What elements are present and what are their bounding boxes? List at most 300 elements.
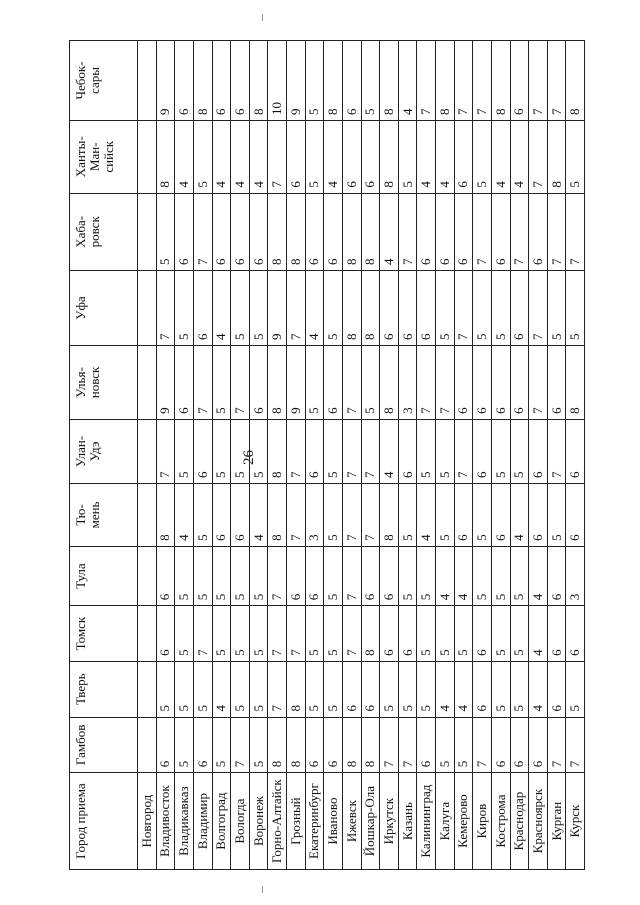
value-cell: 6 [473,606,492,662]
value-cell: 8 [547,120,566,193]
header-cell: Хаба- ровск [70,193,138,270]
value-cell: 5 [175,419,194,483]
value-cell: 8 [156,484,175,547]
value-cell: 5 [231,271,250,346]
value-cell: 4 [510,484,529,547]
city-cell: Курган [547,773,566,870]
value-cell [138,193,157,270]
value-cell: 5 [417,419,436,483]
value-cell: 8 [566,346,585,420]
value-cell: 6 [361,661,380,717]
value-cell: 7 [547,41,566,121]
value-cell: 4 [398,41,417,121]
header-cell: Тверь [70,661,138,717]
value-cell: 6 [510,271,529,346]
value-cell: 6 [491,717,510,773]
value-cell: 5 [175,717,194,773]
value-cell: 6 [454,346,473,420]
value-cell: 6 [361,120,380,193]
value-cell: 7 [268,120,287,193]
city-cell: Владимир [193,773,212,870]
value-cell: 6 [212,484,231,547]
value-cell: 4 [305,271,324,346]
value-cell: 6 [324,193,343,270]
value-cell: 7 [268,661,287,717]
value-cell: 10 [268,41,287,121]
table-header-row [70,41,138,870]
value-cell: 8 [268,193,287,270]
value-cell: 8 [361,271,380,346]
value-cell: 5 [398,546,417,605]
value-cell: 7 [398,717,417,773]
value-cell: 6 [193,271,212,346]
scan-mark-bottom [262,886,263,893]
city-cell: Йошкар-Ола [361,773,380,870]
value-cell: 5 [398,120,417,193]
table-row [324,41,343,870]
value-cell: 5 [249,419,268,483]
value-cell: 7 [436,346,455,420]
value-cell: 6 [212,193,231,270]
city-cell: Калуга [436,773,455,870]
table-body [138,41,585,870]
value-cell: 6 [361,546,380,605]
value-cell: 5 [510,606,529,662]
city-cell: Екатеринбург [305,773,324,870]
value-cell: 5 [175,606,194,662]
value-cell [138,419,157,483]
table-row [231,41,250,870]
value-cell: 7 [473,41,492,121]
value-cell: 5 [305,346,324,420]
value-cell: 6 [305,546,324,605]
value-cell: 5 [566,271,585,346]
value-cell: 7 [547,419,566,483]
value-cell: 5 [249,546,268,605]
value-cell: 5 [249,717,268,773]
value-cell: 7 [156,271,175,346]
value-cell: 5 [491,419,510,483]
value-cell: 5 [193,120,212,193]
table-row [193,41,212,870]
value-cell: 7 [287,271,306,346]
value-cell: 6 [529,419,548,483]
value-cell: 6 [380,546,399,605]
value-cell: 5 [491,546,510,605]
value-cell: 7 [529,271,548,346]
value-cell: 6 [249,346,268,420]
value-cell: 4 [324,120,343,193]
value-cell: 8 [287,193,306,270]
value-cell: 6 [566,419,585,483]
value-cell: 7 [566,717,585,773]
value-cell: 5 [436,419,455,483]
value-cell: 7 [287,419,306,483]
value-cell: 6 [529,193,548,270]
value-cell: 5 [231,661,250,717]
value-cell: 5 [510,661,529,717]
value-cell: 6 [324,346,343,420]
value-cell: 5 [417,606,436,662]
value-cell: 7 [454,271,473,346]
value-cell: 4 [249,120,268,193]
value-cell: 5 [380,661,399,717]
value-cell: 6 [380,606,399,662]
header-cell: Улан- Удэ [70,419,138,483]
header-cell: Тю- мень [70,484,138,547]
value-cell: 8 [268,346,287,420]
value-cell: 5 [324,484,343,547]
value-cell: 6 [342,41,361,121]
value-cell [138,120,157,193]
value-cell [138,346,157,420]
header-cell: Гамбов [70,717,138,773]
value-cell: 6 [491,193,510,270]
value-cell: 7 [454,419,473,483]
table-row [287,41,306,870]
city-cell: Иркутск [380,773,399,870]
value-cell: 5 [547,271,566,346]
value-cell: 6 [529,717,548,773]
city-cell: Казань [398,773,417,870]
value-cell [138,717,157,773]
value-cell: 6 [342,661,361,717]
value-cell: 7 [231,717,250,773]
value-cell: 4 [175,484,194,547]
value-cell: 4 [436,661,455,717]
value-cell: 5 [249,606,268,662]
header-cell: Чебок- сары [70,41,138,121]
value-cell: 5 [361,41,380,121]
value-cell: 4 [249,484,268,547]
city-cell: Грозный [287,773,306,870]
value-cell: 5 [324,546,343,605]
value-cell: 7 [547,717,566,773]
value-cell: 5 [212,419,231,483]
value-cell: 6 [398,271,417,346]
value-cell: 6 [417,271,436,346]
value-cell: 4 [529,546,548,605]
value-cell [138,546,157,605]
table-row [529,41,548,870]
value-cell: 5 [547,484,566,547]
value-cell: 6 [305,717,324,773]
table-row [138,41,157,870]
value-cell: 8 [156,120,175,193]
value-cell: 6 [547,606,566,662]
value-cell: 6 [417,717,436,773]
value-cell: 6 [473,419,492,483]
value-cell: 6 [305,193,324,270]
value-cell: 8 [566,41,585,121]
city-cell: Курск [566,773,585,870]
value-cell: 5 [212,546,231,605]
value-cell: 7 [529,41,548,121]
scan-mark-top [262,14,263,21]
value-cell: 8 [380,120,399,193]
value-cell: 5 [193,661,212,717]
value-cell: 6 [342,120,361,193]
table-row [249,41,268,870]
table-row [473,41,492,870]
city-cell: Киров [473,773,492,870]
value-cell: 5 [473,271,492,346]
table-row [510,41,529,870]
value-cell: 8 [380,41,399,121]
value-cell [138,661,157,717]
value-cell: 5 [473,484,492,547]
value-cell: 3 [398,346,417,420]
value-cell: 7 [510,193,529,270]
value-cell: 4 [380,193,399,270]
value-cell: 5 [324,606,343,662]
header-cell: Томск [70,606,138,662]
value-cell [138,271,157,346]
value-cell: 7 [454,41,473,121]
value-cell: 5 [436,271,455,346]
value-cell: 6 [473,346,492,420]
value-cell: 4 [529,661,548,717]
value-cell: 8 [193,41,212,121]
table-row [305,41,324,870]
city-cell: Волгоград [212,773,231,870]
city-cell: Воронеж [249,773,268,870]
value-cell: 8 [436,41,455,121]
value-cell: 5 [305,120,324,193]
table-row [361,41,380,870]
city-cell: Красноярск [529,773,548,870]
value-cell: 8 [380,484,399,547]
value-cell [138,41,157,121]
value-cell: 6 [175,41,194,121]
value-cell: 5 [212,346,231,420]
value-cell: 6 [547,346,566,420]
page-number: 26 [241,450,257,465]
value-cell: 7 [417,346,436,420]
value-cell: 6 [156,717,175,773]
value-cell: 7 [231,346,250,420]
value-cell: 6 [324,717,343,773]
value-cell: 8 [342,193,361,270]
value-cell: 5 [491,661,510,717]
table-row [436,41,455,870]
value-cell: 6 [156,606,175,662]
value-cell: 5 [491,606,510,662]
city-cell: Калининград [417,773,436,870]
value-cell: 4 [436,546,455,605]
value-cell: 8 [361,717,380,773]
value-cell: 5 [491,271,510,346]
value-cell: 6 [529,484,548,547]
value-cell: 6 [473,661,492,717]
city-cell: Новгород [138,773,157,870]
city-cell: Иваново [324,773,343,870]
value-cell: 7 [156,419,175,483]
value-cell: 6 [566,484,585,547]
value-cell: 7 [193,606,212,662]
value-cell: 5 [175,271,194,346]
value-cell: 5 [454,717,473,773]
value-cell: 5 [231,546,250,605]
table-row [380,41,399,870]
value-cell: 3 [305,484,324,547]
value-cell: 7 [529,346,548,420]
value-cell: 5 [249,661,268,717]
value-cell: 8 [380,346,399,420]
value-cell: 4 [212,661,231,717]
value-cell: 5 [417,661,436,717]
value-cell: 6 [454,120,473,193]
value-cell: 6 [380,271,399,346]
value-cell: 5 [436,484,455,547]
header-cell: Уфа [70,271,138,346]
value-cell: 4 [212,120,231,193]
value-cell: 7 [342,606,361,662]
table-row [398,41,417,870]
value-cell: 5 [212,606,231,662]
value-cell: 7 [268,546,287,605]
value-cell: 7 [193,193,212,270]
value-cell: 6 [212,41,231,121]
city-cell: Владикавказ [175,773,194,870]
value-cell: 6 [231,484,250,547]
value-cell: 6 [175,346,194,420]
value-cell: 9 [287,346,306,420]
value-cell: 5 [249,271,268,346]
value-cell: 7 [287,606,306,662]
value-cell: 5 [324,419,343,483]
city-cell: Ижевск [342,773,361,870]
value-cell: 8 [324,41,343,121]
value-cell: 7 [342,419,361,483]
value-cell: 5 [473,120,492,193]
value-cell: 5 [305,661,324,717]
value-cell: 5 [436,606,455,662]
value-cell: 5 [324,271,343,346]
value-cell: 9 [287,41,306,121]
city-cell: Краснодар [510,773,529,870]
value-cell: 6 [249,193,268,270]
value-cell [138,484,157,547]
value-cell: 7 [398,193,417,270]
value-cell: 5 [175,661,194,717]
value-cell: 4 [417,484,436,547]
value-cell: 5 [473,546,492,605]
value-cell [138,606,157,662]
value-cell: 8 [342,717,361,773]
value-cell: 7 [473,193,492,270]
value-cell: 4 [175,120,194,193]
value-cell: 4 [212,271,231,346]
value-cell: 7 [361,484,380,547]
value-cell: 6 [193,717,212,773]
table-row [212,41,231,870]
value-cell: 6 [566,606,585,662]
value-cell: 4 [491,120,510,193]
value-cell: 6 [398,419,417,483]
value-cell: 7 [566,193,585,270]
value-cell: 3 [566,546,585,605]
value-cell: 4 [436,120,455,193]
city-cell: Владивосток [156,773,175,870]
value-cell: 7 [361,419,380,483]
value-cell: 6 [231,41,250,121]
value-cell: 6 [491,346,510,420]
table-row [342,41,361,870]
value-cell: 7 [193,346,212,420]
value-cell: 7 [342,484,361,547]
value-cell: 5 [454,606,473,662]
value-cell: 6 [491,484,510,547]
value-cell: 5 [156,661,175,717]
value-cell: 4 [417,120,436,193]
value-cell: 9 [268,271,287,346]
value-cell: 6 [231,193,250,270]
value-cell: 7 [287,484,306,547]
city-cell: Кострома [491,773,510,870]
value-cell: 8 [287,661,306,717]
header-cell: Город приема [70,773,138,870]
table-row [156,41,175,870]
value-cell: 6 [305,419,324,483]
city-cell: Горно-Алтайск [268,773,287,870]
value-cell: 8 [268,419,287,483]
city-cell: Кемерово [454,773,473,870]
value-cell: 7 [380,717,399,773]
value-cell: 5 [324,661,343,717]
value-cell: 5 [193,546,212,605]
value-cell: 5 [398,484,417,547]
table-row [417,41,436,870]
table-row [268,41,287,870]
value-cell: 9 [156,346,175,420]
value-cell: 5 [305,606,324,662]
value-cell: 6 [510,717,529,773]
value-cell: 4 [510,120,529,193]
value-cell: 4 [454,546,473,605]
value-cell: 6 [454,484,473,547]
value-cell: 6 [436,193,455,270]
value-cell: 7 [473,717,492,773]
value-cell: 8 [268,717,287,773]
value-cell: 6 [156,546,175,605]
value-cell: 8 [361,606,380,662]
value-cell: 5 [361,346,380,420]
reception-table [69,40,585,870]
value-cell: 6 [175,193,194,270]
value-cell: 6 [454,193,473,270]
value-cell: 8 [342,271,361,346]
table-row [454,41,473,870]
table-row [547,41,566,870]
value-cell: 5 [510,419,529,483]
value-cell: 8 [361,193,380,270]
header-cell: Ханты- Ман- сийск [70,120,138,193]
value-cell: 5 [156,193,175,270]
table-row [566,41,585,870]
value-cell: 6 [510,41,529,121]
value-cell: 6 [398,606,417,662]
value-cell: 5 [231,606,250,662]
value-cell: 7 [268,606,287,662]
value-cell: 6 [287,120,306,193]
value-cell: 5 [193,484,212,547]
value-cell: 6 [287,546,306,605]
value-cell: 7 [547,193,566,270]
value-cell: 5 [212,717,231,773]
city-cell: Вологда [231,773,250,870]
value-cell: 5 [566,120,585,193]
